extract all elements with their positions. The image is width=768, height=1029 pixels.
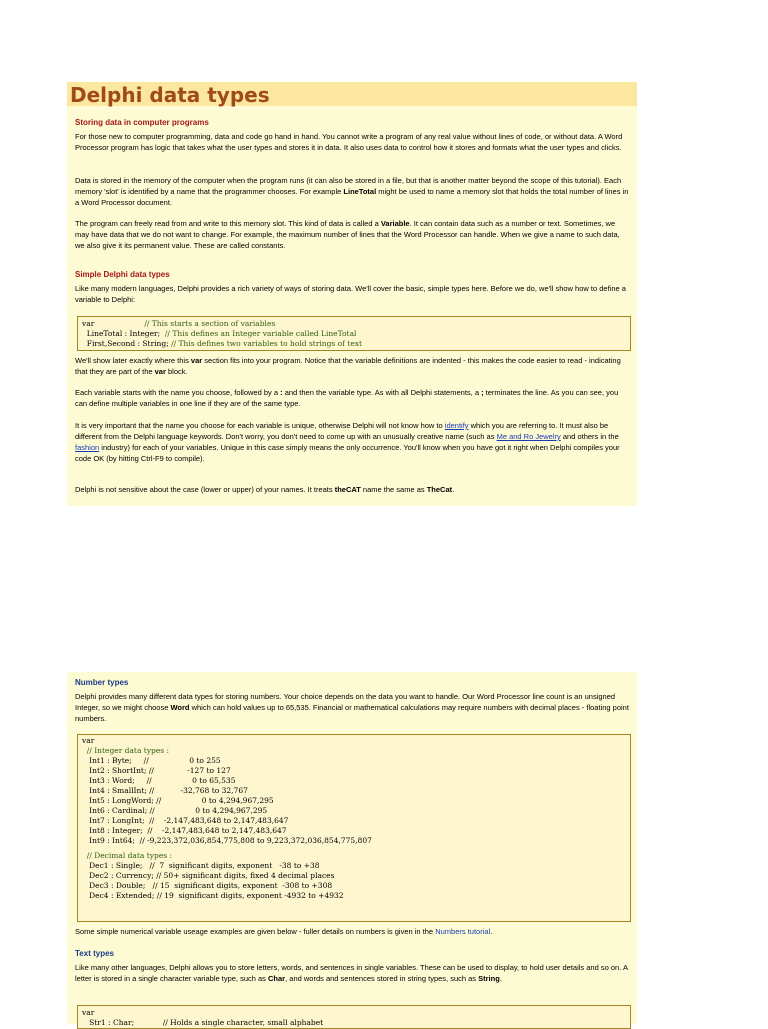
paragraph-case-insensitive: Delphi is not sensitive about the case (lower or upper) of your names. It treats theCAT name the same as TheCat. [75, 485, 455, 494]
code-line: Int3 : Word; // 0 to 65,535 [82, 776, 236, 785]
code-line: Int6 : Cardinal; // 0 to 4,294,967,295 [82, 806, 268, 815]
code-line: Int1 : Byte; // 0 to 255 [82, 756, 221, 765]
paragraph-unique-names: It is very important that the name you choose for each variable is unique, otherwise Delphi will not know how to identify which you are referring to. It must also be different from the Delphi language keywords. Don't worry, you don't need to come up with an unusually creative name (such as Me and Ro Jewelry and others in the fashion industry) for each of your variables. Unique in this case simply means the only occurrence. You'll know when you have got it right when Delphi compiles your code OK (by hitting Ctrl-F9 to compile). [75, 421, 620, 463]
code-line: Int5 : LongWord; // 0 to 4,294,967,295 [82, 796, 274, 805]
paragraph-text-intro: Like many other languages, Delphi allows you to store letters, words, and sentences in single variables. These can be used to display, to hold user details and so on. A letter is stored in a single character variable type, such as Char, and words and sentences stored in string types, such as String. [75, 963, 628, 983]
page-title: Delphi data types [70, 83, 270, 107]
code-block-number-types [77, 734, 631, 922]
code-line: First,Second : String; // This defines two variables to hold strings of text [82, 339, 363, 348]
link-numbers-tutorial[interactable]: Numbers tutorial [435, 927, 491, 936]
code-line: Dec4 : Extended; // 19 significant digits, exponent -4932 to +4932 [82, 891, 344, 900]
code-block-text-types [77, 1005, 631, 1029]
paragraph-simple-intro: Like many modern languages, Delphi provides a rich variety of ways of storing data. We'll cover the basic, simple types here. Before we do, we'll show how to define a variable to Delphi: [75, 284, 626, 304]
link-fashion[interactable]: fashion [75, 443, 100, 452]
code-line: Int9 : Int64; // -9,223,372,036,854,775,808 to 9,223,372,036,854,775,807 [82, 836, 372, 845]
code-line: Dec1 : Single; // 7 significant digits, exponent -38 to +38 [82, 861, 320, 870]
code-comment-line: // Decimal data types : [82, 851, 173, 860]
paragraph-variable-syntax: Each variable starts with the name you choose, followed by a : and then the variable type. As with all Delphi statements, a ; terminates the line. As you can see, you can define multiple variables in one line if they are of the same type. [75, 388, 619, 408]
code-line: Str1 : Char; // Holds a single character, small alphabet [82, 1018, 324, 1027]
code-line: LineTotal : Integer; // This defines an Integer variable called LineTotal [82, 329, 357, 338]
paragraph-number-intro: Delphi provides many different data types for storing numbers. Your choice depends on the data you want to handle. Our Word Processor line count is an unsigned Integer, so we might choose Word which can hold values up to 65,535. Financial or mathematical calculations may require numbers with decimal places - floating point numbers. [75, 692, 629, 723]
heading-simple-types: Simple Delphi data types [75, 270, 170, 279]
paragraph-memory: Data is stored in the memory of the computer when the program runs (it can also be stored in a file, but that is another matter beyond the scope of this tutorial). Each memory 'slot' is identified by a name that the programmer chooses. For example LineTotal might be used to name a memory slot that holds the total number of lines in a Word Processor document. [75, 176, 629, 207]
code-comment-line: // Integer data types : [82, 746, 170, 755]
heading-text-types: Text types [75, 949, 114, 958]
code-line: var [82, 736, 95, 745]
code-line: var [82, 1008, 95, 1017]
paragraph-var-section: We'll show later exactly where this var section fits into your program. Notice that the variable definitions are indented - this makes the code easier to read - indicating that they are part of the var block. [75, 356, 621, 376]
paragraph-variable: The program can freely read from and write to this memory slot. This kind of data is called a Variable. It can contain data such as a number or text. Sometimes, we may have data that we do not want to change. For example, the maximum number of lines that the Word Processor can handle. When we give a name to such data, we also give it its permanent value. These are called constants. [75, 219, 620, 250]
code-line: Dec3 : Double; // 15 significant digits, exponent -308 to +308 [82, 881, 333, 890]
heading-number-types: Number types [75, 678, 129, 687]
code-line: Int2 : ShortInt; // -127 to 127 [82, 766, 231, 775]
code-line: Int8 : Integer; // -2,147,483,648 to 2,147,483,647 [82, 826, 287, 835]
link-me-and-ro-jewelry[interactable]: Me and Ro Jewelry [496, 432, 561, 441]
heading-storing-data: Storing data in computer programs [75, 118, 209, 127]
code-line: Int4 : SmallInt; // -32,768 to 32,767 [82, 786, 248, 795]
link-identify[interactable]: identify [444, 421, 469, 430]
code-line: Dec2 : Currency; // 50+ significant digits, fixed 4 decimal places [82, 871, 335, 880]
code-line: var // This starts a section of variables [82, 319, 276, 328]
paragraph-number-examples: Some simple numerical variable useage examples are given below - fuller details on numbers is given in the Numbers tutorial. [75, 927, 493, 936]
code-block-var-definition [77, 316, 631, 351]
code-line: Int7 : LongInt; // -2,147,483,648 to 2,147,483,647 [82, 816, 289, 825]
paragraph-intro: For those new to computer programming, data and code go hand in hand. You cannot write a program of any real value without lines of code, or without data. A Word Processor program has logic that takes what the user types and stores it in data. It also uses data to control how it stores and formats what the user types and clicks. [75, 132, 623, 152]
